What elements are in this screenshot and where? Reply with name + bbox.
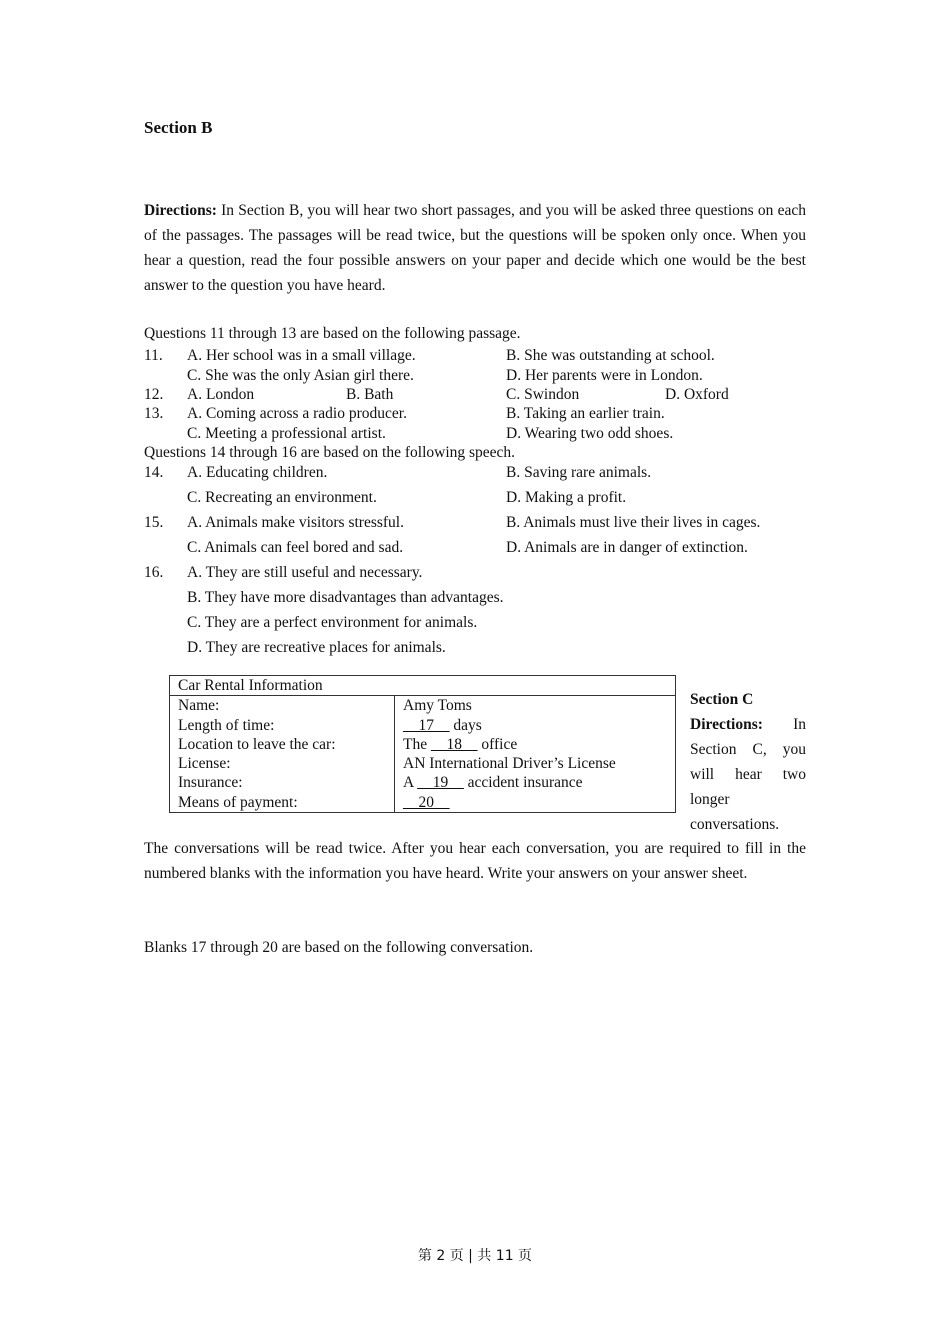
option-d: D. Wearing two odd shoes.: [506, 425, 674, 442]
value-length: [403, 716, 667, 735]
car-rental-table: [169, 675, 676, 813]
value-location: [403, 735, 667, 754]
question-14-row-2: [144, 485, 806, 510]
question-16-row-2: [144, 585, 806, 610]
question-13-row-2: [144, 424, 806, 444]
option-a: A. London: [187, 386, 255, 403]
option-d: D. They are recreative places for animals.: [187, 639, 446, 656]
table-body-row: [170, 696, 676, 813]
question-number: 14.: [144, 464, 164, 481]
section-c-side-column: [690, 687, 806, 837]
option-c: C. Recreating an environment.: [187, 489, 377, 506]
value-name: [403, 696, 667, 715]
section-c-continuation: The conversations will be read twice. After you hear each conversation, you are required to fill in the numbered blanks with the information you have heard. Write your answers on your answer sheet.: [144, 840, 806, 882]
option-c: C. Animals can feel bored and sad.: [187, 539, 404, 556]
value-text: AN International Driver’s License: [403, 755, 616, 773]
label-length: Length of time:: [178, 716, 275, 734]
label-license: License:: [178, 755, 231, 773]
question-16-row-3: [144, 610, 806, 635]
option-b: B. They have more disadvantages than advantages.: [187, 589, 504, 606]
value-text: Amy Toms: [403, 697, 472, 715]
blank-17: __17__: [403, 716, 450, 734]
option-b: B. Taking an earlier train.: [506, 405, 665, 422]
section-b-title: Section B: [144, 118, 213, 137]
value-suffix: accident insurance: [463, 774, 583, 792]
value-insurance: [403, 773, 667, 792]
table-header-row: [170, 676, 676, 696]
table-header: Car Rental Information: [170, 676, 676, 696]
labels-cell: [170, 696, 395, 813]
label-location: Location to leave the car:: [178, 735, 336, 753]
option-a: A. They are still useful and necessary.: [187, 564, 423, 581]
option-c: C. They are a perfect environment for animals.: [187, 614, 478, 631]
option-d: D. Making a profit.: [506, 489, 627, 506]
question-16-row-1: [144, 560, 806, 585]
option-a: A. Coming across a radio producer.: [187, 405, 407, 422]
option-b: B. She was outstanding at school.: [506, 347, 715, 364]
section-b-directions: [144, 198, 806, 298]
page-footer: 第 2 页 | 共 11 页: [417, 1248, 533, 1264]
option-a: A. Her school was in a small village.: [187, 347, 416, 364]
side-word-3: will hear two: [690, 766, 806, 783]
question-number: 13.: [144, 405, 164, 422]
side-word-5: conversations.: [690, 816, 780, 833]
option-b: B. Saving rare animals.: [506, 464, 652, 481]
blank-20: __20__: [403, 793, 450, 811]
intro-17-20: Blanks 17 through 20 are based on the following conversation.: [144, 939, 534, 956]
question-12-row: [144, 385, 806, 405]
option-d: D. Oxford: [665, 386, 729, 403]
side-word-1: In: [793, 716, 806, 733]
blank-18: __18__: [430, 735, 478, 753]
question-number: 15.: [144, 514, 164, 531]
directions-text: In Section B, you will hear two short passages, and you will be asked three questions on each of the passages. The passages will be read twice, but the questions will be spoken only once. When you hear a question, read the four possible answers on your paper and decide which one would be the best answer to the question you have heard.: [144, 202, 806, 294]
value-suffix: office: [477, 735, 518, 753]
section-c-directions-label: Directions:: [690, 716, 763, 733]
question-13-row-1: [144, 404, 806, 424]
option-b: B. Animals must live their lives in cages.: [506, 514, 761, 531]
question-11-row-1: [144, 346, 806, 366]
option-a: A. Animals make visitors stressful.: [187, 514, 404, 531]
label-insurance: Insurance:: [178, 774, 243, 792]
question-16-row-4: [144, 635, 806, 660]
side-word-2: Section C, you: [690, 741, 806, 758]
question-number: 11.: [144, 347, 163, 364]
question-14-row-1: [144, 460, 806, 485]
intro-14-16: Questions 14 through 16 are based on the following speech.: [144, 444, 516, 461]
value-license: [403, 754, 667, 773]
question-number: 16.: [144, 564, 164, 581]
blank-19: __19__: [417, 774, 464, 792]
question-15-row-2: [144, 535, 806, 560]
section-c-directions-line: [690, 712, 806, 737]
question-15-row-1: [144, 510, 806, 535]
questions-block: [144, 324, 806, 664]
label-name: Name:: [178, 697, 220, 715]
value-payment: [403, 793, 667, 812]
label-payment: Means of payment:: [178, 793, 298, 811]
directions-label: Directions:: [144, 202, 217, 219]
question-11-row-2: [144, 366, 806, 386]
values-cell: [395, 696, 676, 813]
question-number: 12.: [144, 386, 164, 403]
option-b: B. Bath: [346, 386, 394, 403]
value-prefix: A: [403, 774, 418, 792]
option-d: D. Her parents were in London.: [506, 367, 703, 384]
option-d: D. Animals are in danger of extinction.: [506, 539, 748, 556]
option-c: C. Meeting a professional artist.: [187, 425, 386, 442]
option-c: C. She was the only Asian girl there.: [187, 367, 414, 384]
intro-11-13: Questions 11 through 13 are based on the following passage.: [144, 325, 521, 342]
side-word-4: longer: [690, 791, 730, 808]
value-suffix: days: [449, 716, 482, 734]
value-prefix: The: [403, 735, 431, 753]
option-a: A. Educating children.: [187, 464, 328, 481]
section-c-title: Section C: [690, 691, 754, 708]
option-c: C. Swindon: [506, 386, 580, 403]
